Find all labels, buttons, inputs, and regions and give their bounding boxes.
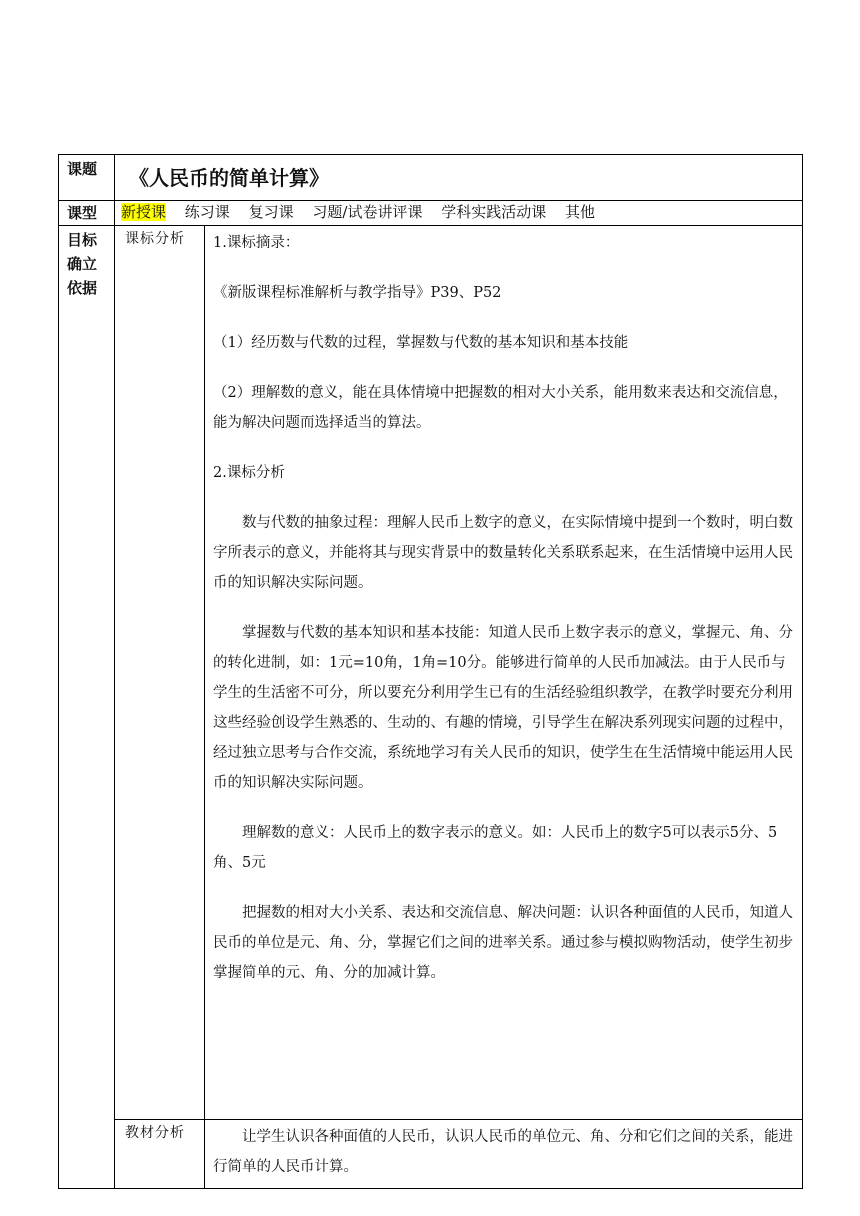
standard-excerpt-heading: 1.课标摘录：	[213, 235, 300, 251]
standard-analysis-para-4: 把握数的相对大小关系、表达和交流信息、解决问题：认识各种面值的人民币，知道人民币的单位是元、角、分，掌握它们之间的进率关系。通过参与模拟购物活动，使学生初步掌握简单的元、角、分的加减计算。	[213, 905, 793, 981]
material-label: 教材分析	[115, 1120, 205, 1189]
lesson-type-list	[115, 201, 803, 226]
standard-analysis-heading: 2.课标分析	[213, 465, 285, 481]
standard-row	[59, 226, 803, 1120]
standard-analysis-para-1: 数与代数的抽象过程：理解人民币上数字的意义，在实际情境中提到一个数时，明白数字所表示的意义，并能将其与现实背景中的数量转化关系联系起来，在生活情境中运用人民币的知识解决实际问题。	[213, 515, 793, 591]
material-row	[59, 1120, 803, 1189]
title-label: 课题	[59, 155, 115, 201]
standard-analysis-para-3: 理解数的意义：人民币上的数字表示的意义。如：人民币上的数字5可以表示5分、5角、5元	[213, 825, 778, 871]
basis-label: 目标确立依据	[59, 226, 115, 1189]
standard-point-2: （2）理解数的意义，能在具体情境中把握数的相对大小关系，能用数来表达和交流信息，能为解决问题而选择适当的算法。	[213, 385, 788, 431]
lesson-type-other: 其他	[565, 203, 596, 221]
lesson-type-review: 复习课	[248, 203, 294, 221]
material-content	[205, 1120, 803, 1189]
title-row	[59, 155, 803, 201]
standard-point-1: （1）经历数与代数的过程，掌握数与代数的基本知识和基本技能	[213, 335, 629, 351]
standard-source: 《新版课程标准解析与教学指导》P39、P52	[213, 285, 502, 301]
lesson-type-new: 新授课	[121, 203, 167, 221]
material-text: 让学生认识各种面值的人民币，认识人民币的单位元、角、分和它们之间的关系，能进行简单的人民币计算。	[213, 1129, 793, 1175]
lesson-type-practice-activity: 学科实践活动课	[441, 203, 547, 221]
lesson-plan-table	[58, 154, 803, 1189]
standard-analysis-para-2: 掌握数与代数的基本知识和基本技能：知道人民币上数字表示的意义，掌握元、角、分的转化进制，如：1元=10角，1角=10分。能够进行简单的人民币加减法。由于人民币与学生的生活密不可分，所以要充分利用学生已有的生活经验组织教学，在教学时要充分利用这些经验创设学生熟悉的、生动的、有趣的情境，引导学生在解决系列现实问题的过程中，经过独立思考与合作交流，系统地学习有关人民币的知识，使学生在生活情境中能运用人民币的知识解决实际问题。	[213, 625, 793, 791]
type-row	[59, 201, 803, 226]
title-cell	[115, 155, 803, 201]
lesson-type-practice: 练习课	[184, 203, 230, 221]
lesson-title: 《人民币的简单计算》	[129, 166, 329, 190]
standard-label: 课标分析	[115, 226, 205, 1120]
lesson-type-exercise-review: 习题/试卷讲评课	[312, 203, 423, 221]
type-label: 课型	[59, 201, 115, 226]
standard-content	[205, 226, 803, 1120]
